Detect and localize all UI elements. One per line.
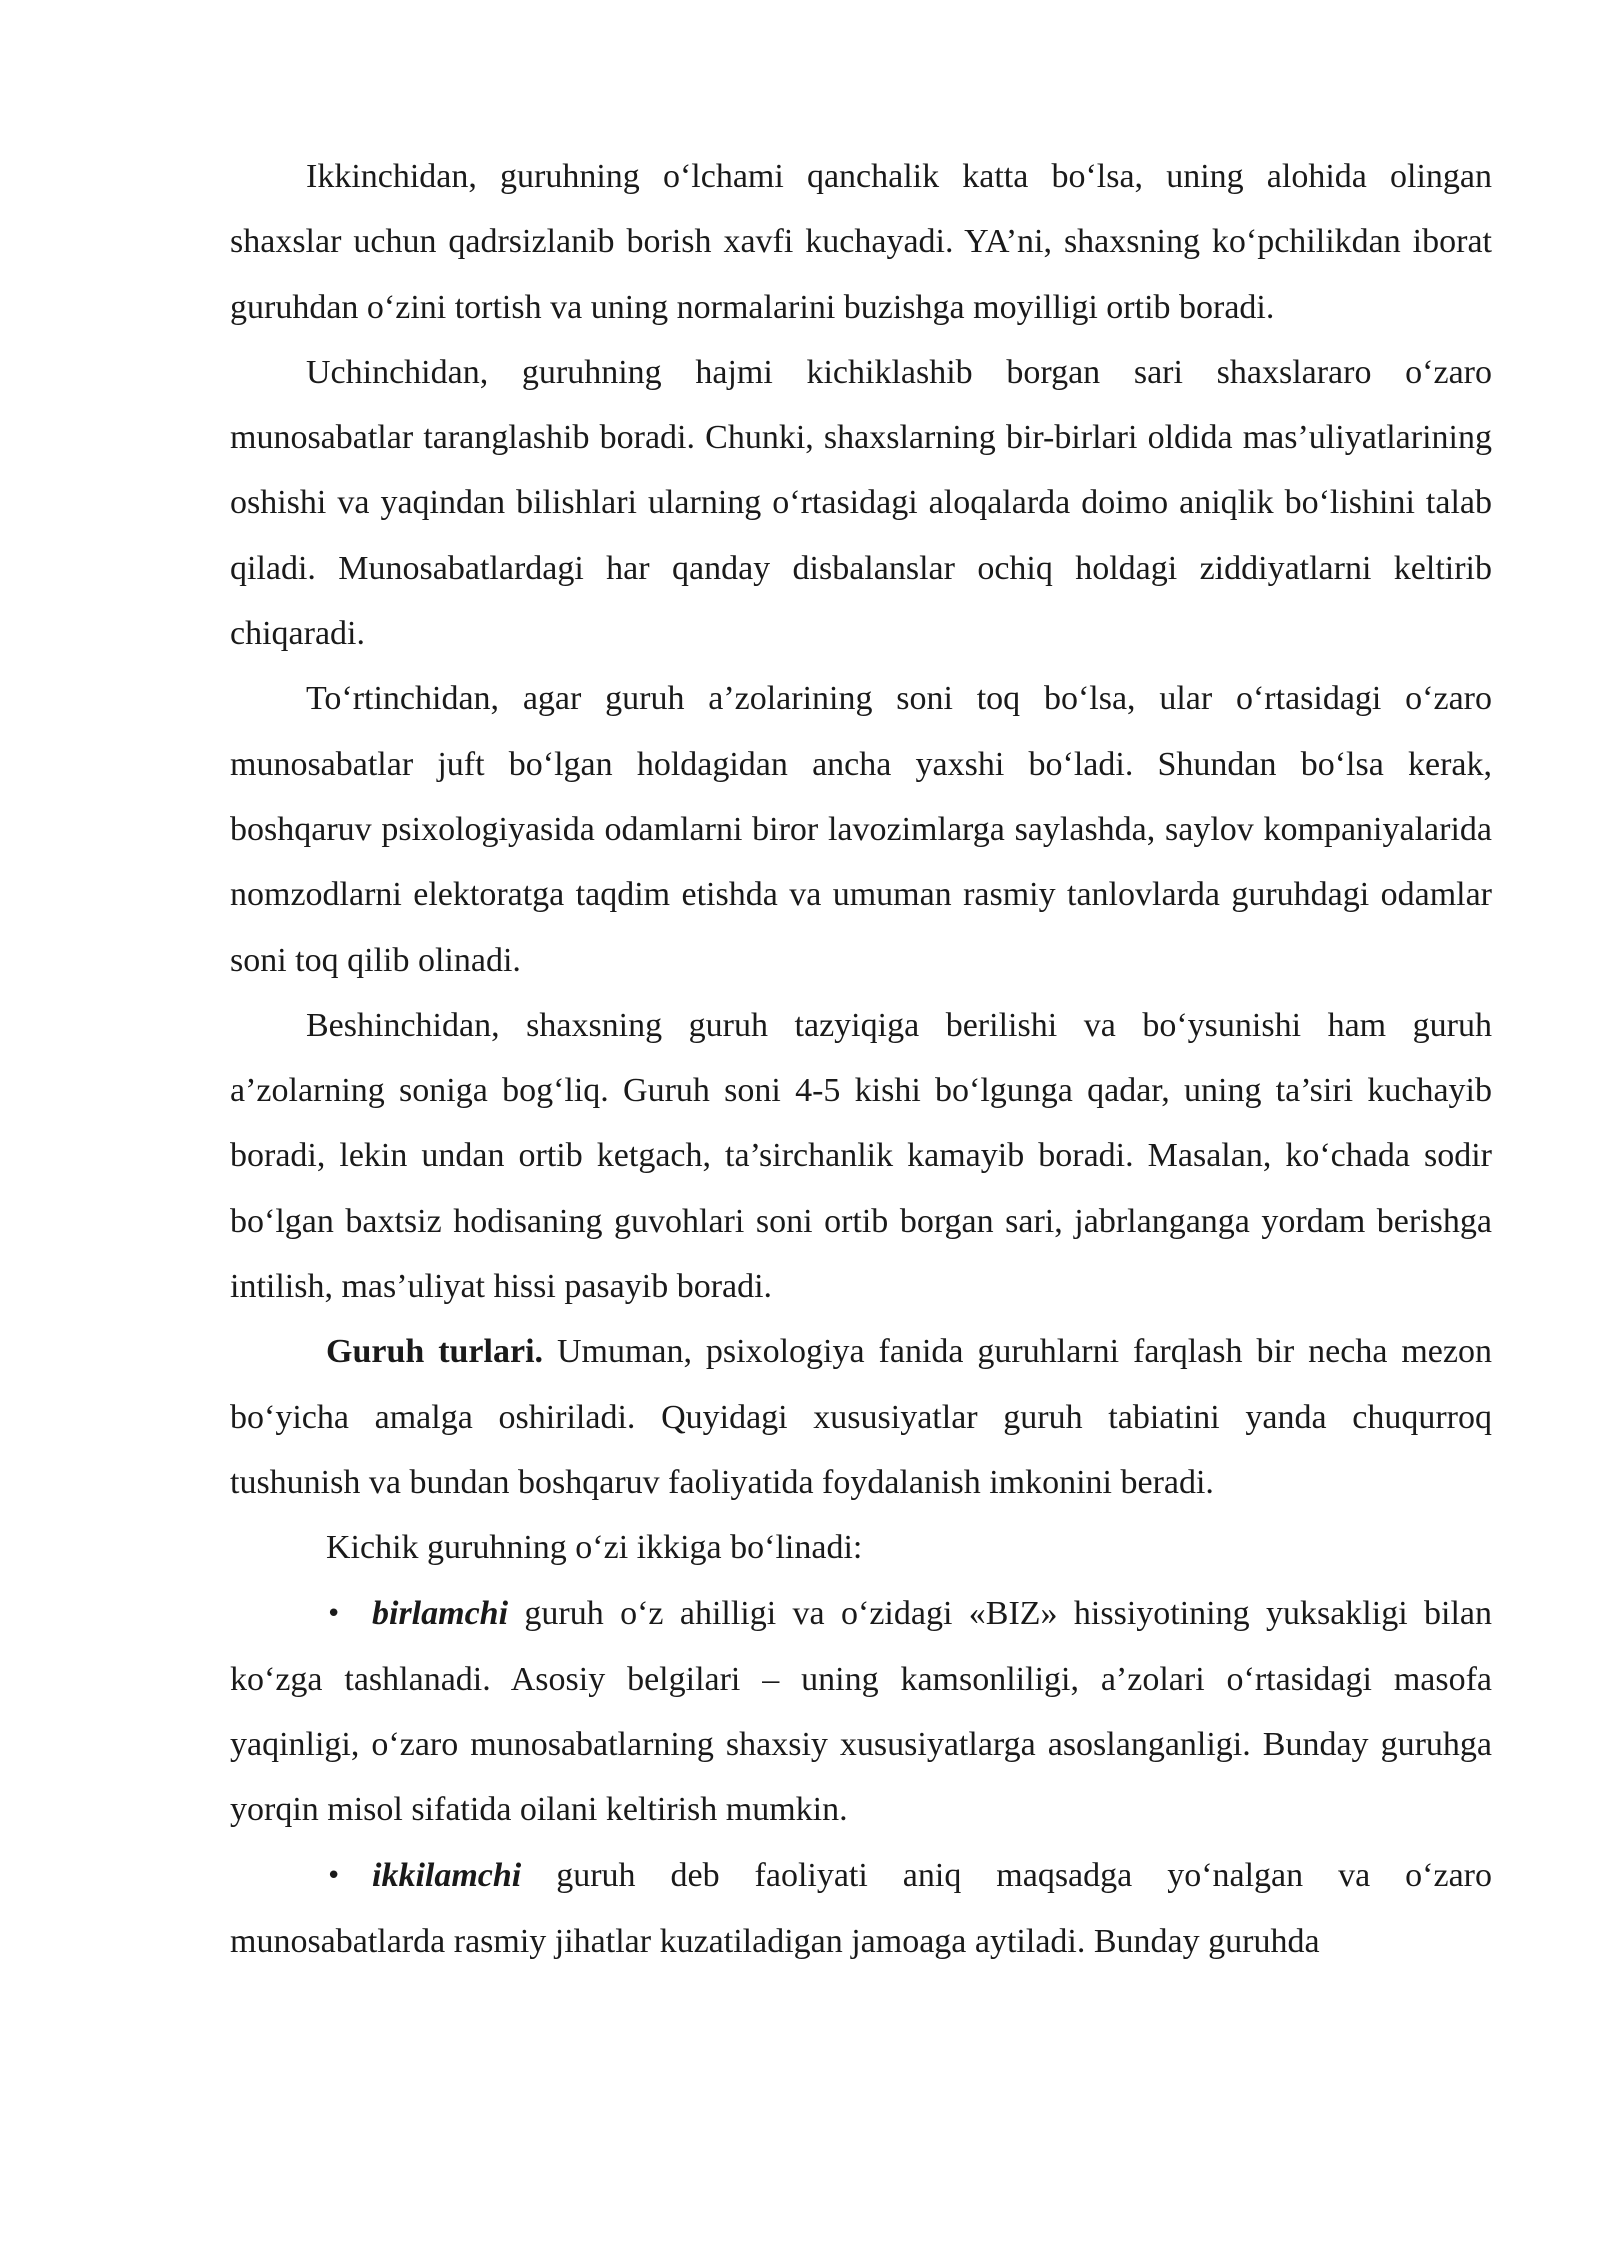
- paragraph-beshinchidan: Beshinchidan, shaxsning guruh tazyiqiga berilishi va boʻysunishi ham guruh a’zolarning soniga bogʻliq. Guruh soni 4-5 kishi boʻlgunga qadar, uning ta’siri kuchayib boradi, lekin undan ortib ketgach, ta’sirchanlik kamayib boradi. Masalan, koʻchada sodir boʻlgan baxtsiz hodisaning guvohlari soni ortib borgan sari, jabrlanganga yordam berishga intilish, mas’uliyat hissi pasayib boradi.: [230, 1006, 1492, 1306]
- list-item-text: guruh oʻz ahilligi va oʻzidagi «BIZ» hissiyotining yuksakligi bilan koʻzga tashlanadi. Asosiy belgilari – uning kamsonliligi, a’zolari oʻrtasidagi masofa yaqinligi, oʻzaro munosabatlarning shaxsiy xususiyatlarga asoslanganligi. Bunday guruhga yorqin misol sifatida oilani keltirish mumkin.: [230, 1594, 1492, 1829]
- paragraph-uchinchidan: Uchinchidan, guruhning hajmi kichiklashib borgan sari shaxslararo oʻzaro munosabatlar taranglashib boradi. Chunki, shaxslarning bir-birlari oldida mas’uliyatlarining oshishi va yaqindan bilishlari ularning oʻrtasidagi aloqalarda doimo aniqlik boʻlishini talab qiladi. Munosabatlardagi har qanday disbalanslar ochiq holdagi ziddiyatlarni keltirib chiqaradi.: [230, 353, 1492, 653]
- list-item-text: guruh deb faoliyati aniq maqsadga yoʻnalgan va oʻzaro munosabatlarda rasmiy jihatlar kuzatiladigan jamoaga aytiladi. Bunday guruhda: [230, 1856, 1492, 1961]
- list-item: [230, 1843, 1492, 1975]
- paragraph-tortinchidan: Toʻrtinchidan, agar guruh a’zolarining soni toq boʻlsa, ular oʻrtasidagi oʻzaro munosabatlar juft boʻlgan holdagidan ancha yaxshi boʻladi. Shundan boʻlsa kerak, boshqaruv psixologiyasida odamlarni biror lavozimlarga saylashda, saylov kompaniyalarida nomzodlarni elektoratga taqdim etishda va umuman rasmiy tanlovlarda guruhdagi odamlar soni toq qilib olinadi.: [230, 680, 1492, 979]
- section-guruh-turlari: [230, 1319, 1492, 1515]
- bullet-icon: •: [326, 1598, 342, 1629]
- document-body: [230, 144, 1492, 1974]
- list-item-term: ikkilamchi: [372, 1856, 522, 1894]
- list-item: [230, 1581, 1492, 1843]
- bullet-icon: •: [326, 1860, 342, 1891]
- section-heading: Guruh turlari.: [326, 1333, 544, 1371]
- paragraph-ikkinchidan: Ikkinchidan, guruhning oʻlchami qanchalik katta boʻlsa, uning alohida olingan shaxslar uchun qadrsizlanib borish xavfi kuchayadi. YA’ni, shaxsning koʻpchilikdan iborat guruhdan oʻzini tortish va uning normalarini buzishga moyilligi ortib boradi.: [230, 158, 1492, 326]
- intro-line: Kichik guruhning oʻzi ikkiga boʻlinadi:: [326, 1529, 863, 1567]
- list-item-term: birlamchi: [372, 1594, 509, 1632]
- section-text: Umuman, psixologiya fanida guruhlarni farqlash bir necha mezon boʻyicha amalga oshiriladi. Quyidagi xususiyatlar guruh tabiatini yanda chuqurroq tushunish va bundan boshqaruv faoliyatida foydalanish imkonini beradi.: [230, 1333, 1492, 1501]
